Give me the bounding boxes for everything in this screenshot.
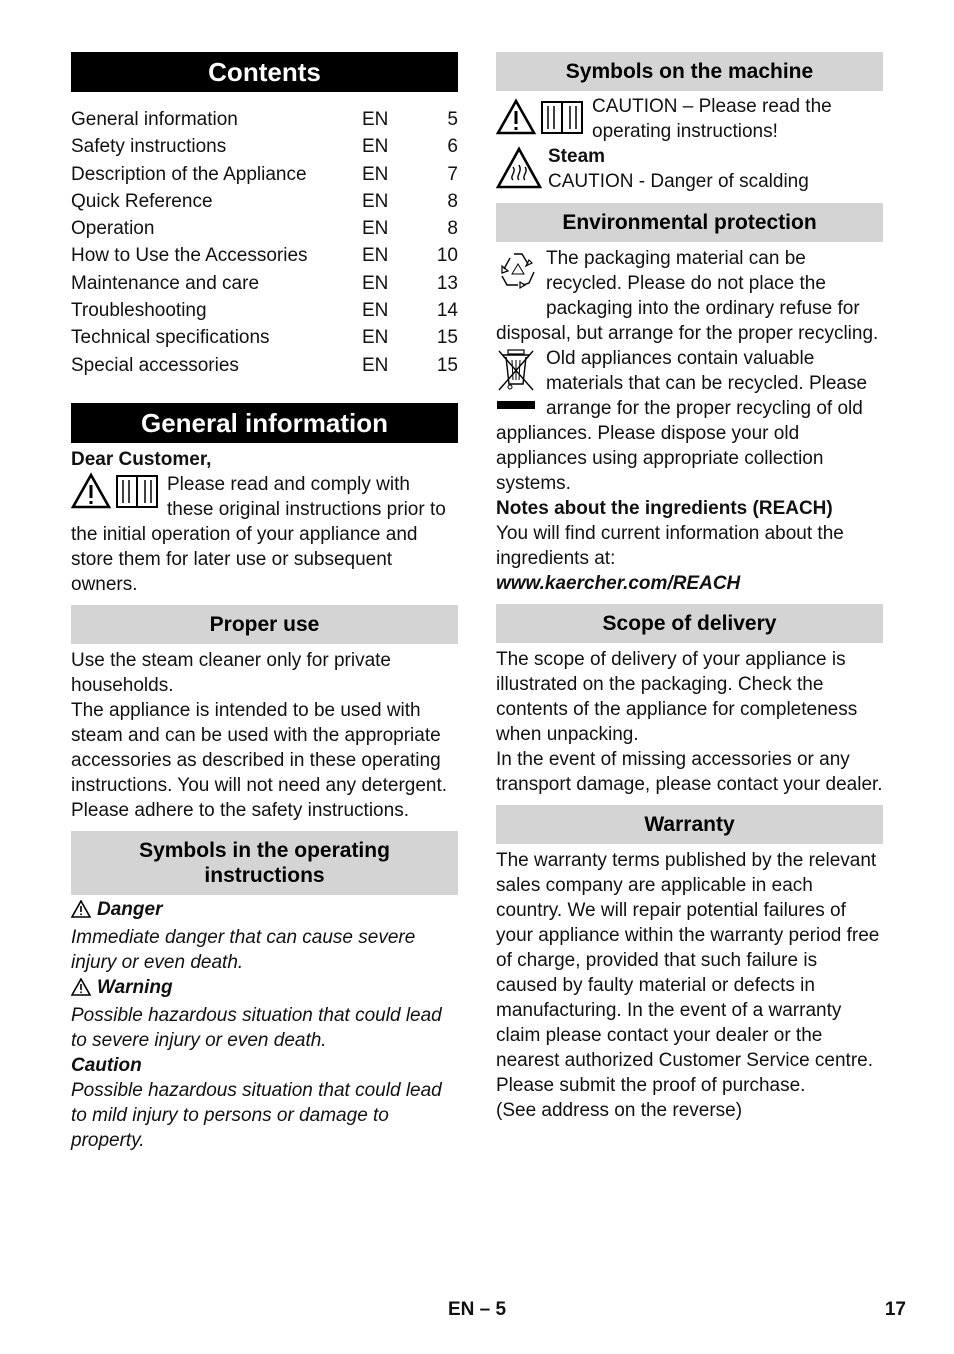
hot-steam-icon [496, 146, 542, 197]
caution-text: Possible hazardous situation that could lead to mild injury to persons or damage to property. [71, 1079, 442, 1151]
reach-text: You will find current information about the ingredients at: [496, 523, 844, 569]
warranty-text-1: The warranty terms published by the relevant sales company are applicable in each country. We will repair potential failures of your appliance within the warranty period free of charge, provided that such failure is caused by faulty material or defects in manufacturing. In the event of a warranty claim please contact your dealer or the nearest authorized Customer Service centre. Please submit the proof of purchase. [496, 850, 880, 1096]
toc-row[interactable]: Maintenance and care EN 13 [71, 272, 458, 294]
footer-page-number: 17 [884, 1299, 906, 1320]
warning-label-line: Warning [71, 975, 458, 1003]
scope-text-1: The scope of delivery of your appliance is illustrated on the packaging. Check the contents of the appliance for completeness when unpacking. [496, 649, 858, 745]
toc-row[interactable]: Description of the Appliance EN 7 [71, 163, 458, 185]
machine-steam [496, 144, 883, 194]
steam-text: CAUTION - Danger of scalding [548, 171, 809, 192]
toc-row[interactable]: Technical specifications EN 15 [71, 327, 458, 349]
scope-text-2: In the event of missing accessories or any transport damage, please contact your dealer. [496, 749, 883, 795]
salutation: Dear Customer, [71, 448, 212, 470]
proper-use-text-1: Use the steam cleaner only for private households. [71, 649, 391, 696]
machine-caution [496, 94, 883, 144]
symbols-operating-heading: Symbols in the operating instructions [71, 831, 458, 895]
general-intro [71, 472, 458, 597]
steam-label: Steam [548, 146, 606, 167]
environmental-protection-heading: Environmental protection [496, 203, 883, 242]
reach-heading: Notes about the ingredients (REACH) [496, 498, 833, 519]
old-appliances-text: Old appliances contain valuable materials that can be recycled. Please arrange for the proper recycling of old appliances. Please dispose your old appliances using appropriate collection systems. [496, 348, 868, 494]
table-of-contents [71, 106, 458, 379]
reach-url-link[interactable]: www.kaercher.com/REACH [496, 573, 741, 594]
general-information-heading: General information [71, 403, 458, 443]
proper-use-heading: Proper use [71, 605, 458, 644]
toc-row[interactable]: Quick Reference EN 8 [71, 190, 458, 212]
packaging-note [496, 246, 883, 346]
danger-text: Immediate danger that can cause severe injury or even death. [71, 926, 416, 973]
warning-book-icon [71, 472, 161, 517]
packaging-text: The packaging material can be recycled. Please do not place the packaging into the ordinary refuse for disposal, but arrange for the proper recycling. [496, 248, 879, 344]
danger-label-line: Danger [71, 897, 458, 925]
symbols-machine-heading: Symbols on the machine [496, 52, 883, 91]
proper-use-text-2: The appliance is intended to be used with steam and can be used with the appropriate accessories as described in these operating instructions. You will not need any detergent. Please adhere to the safety instructions. [71, 699, 448, 821]
warning-triangle-icon [71, 900, 91, 925]
toc-row[interactable]: Troubleshooting EN 14 [71, 300, 458, 322]
old-appliances-note [496, 346, 883, 496]
warranty-text-2: (See address on the reverse) [496, 1100, 743, 1121]
contents-heading: Contents [71, 52, 458, 92]
machine-caution-text: CAUTION – Please read the operating instructions! [592, 96, 832, 142]
warranty-heading: Warranty [496, 805, 883, 844]
footer-section-label: EN – 5 [447, 1299, 507, 1320]
crossed-bin-icon [496, 348, 540, 419]
intro-text: Please read and comply with these original instructions prior to the initial operation of your appliance and store them for later use or subsequent owners. [71, 473, 446, 595]
caution-label: Caution [71, 1054, 142, 1076]
toc-row[interactable]: Operation EN 8 [71, 218, 458, 240]
toc-row[interactable]: Safety instructions EN 6 [71, 136, 458, 158]
scope-of-delivery-heading: Scope of delivery [496, 604, 883, 643]
recycling-icon [496, 250, 540, 297]
toc-row[interactable]: General information EN 5 [71, 109, 458, 130]
warning-text: Possible hazardous situation that could lead to severe injury or even death. [71, 1004, 442, 1051]
left-column [71, 52, 458, 1153]
toc-row[interactable]: How to Use the Accessories EN 10 [71, 245, 458, 267]
right-column [496, 52, 883, 1123]
warning-book-icon [496, 98, 586, 143]
toc-row[interactable]: Special accessories EN 15 [71, 354, 458, 376]
warning-triangle-icon [71, 978, 91, 1003]
